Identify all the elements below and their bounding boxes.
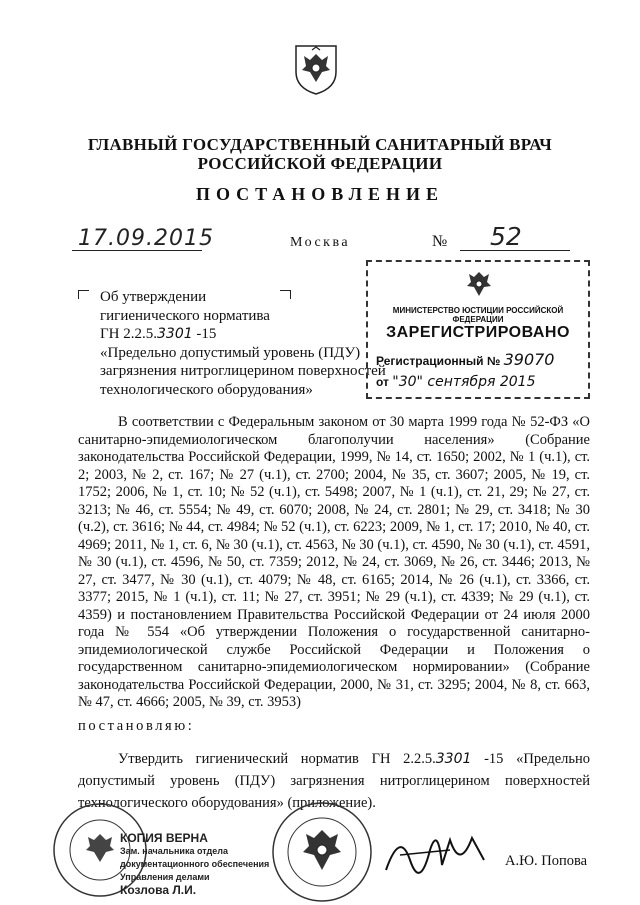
copy-name: Козлова Л.И.: [120, 883, 197, 897]
norm-code-suffix: -15: [192, 326, 217, 342]
stamp-from-label: от: [376, 375, 389, 389]
subject-line: технологического оборудования»: [100, 381, 313, 398]
header-title-line1: ГЛАВНЫЙ ГОСУДАРСТВЕННЫЙ САНИТАРНЫЙ ВРАЧ: [87, 135, 553, 154]
subject-line: «Предельно допустимый уровень (ПДУ): [100, 344, 361, 361]
subject-line: [100, 325, 390, 344]
subject-line: загрязнения нитроглицерином поверхностей: [100, 363, 386, 379]
approval-text-suffix: -15 «Предельно допустимый уровень (ПДУ) загрязнения нитроглицерином поверхностей технологического оборудования» (приложение).: [78, 751, 590, 811]
copy-position-line: Зам. начальника отдела: [120, 846, 228, 856]
stamp-registered: ЗАРЕГИСТРИРОВАНО: [386, 324, 570, 341]
subject-line: гигиенического норматива: [100, 307, 270, 324]
header-title-line2: РОССИЙСКОЙ ФЕДЕРАЦИИ: [197, 154, 443, 173]
stamp-reg-date: "30" сентября 2015: [392, 374, 536, 390]
resolves-keyword: постановляю:: [78, 718, 195, 734]
document-city: Москва: [290, 235, 351, 250]
number-underline: [460, 250, 570, 251]
stamp-reg-label: Регистрационный №: [376, 354, 501, 368]
stamp-reg-number-row: [376, 350, 554, 369]
approval-norm-handwritten: 3301: [435, 751, 472, 767]
state-emblem-icon: [292, 42, 340, 96]
document-number: 52: [490, 222, 522, 251]
official-seal-icon: [270, 800, 375, 905]
norm-code-handwritten: 3301: [157, 326, 193, 342]
stamp-ministry: МИНИСТЕРСТВО ЮСТИЦИИ РОССИЙСКОЙ ФЕДЕРАЦИИ: [392, 306, 564, 324]
copy-certification: [120, 832, 269, 897]
registration-stamp: [366, 260, 590, 399]
document-date: 17.09.2015: [78, 226, 214, 251]
norm-code-prefix: ГН 2.2.5.: [100, 326, 158, 342]
number-sign: №: [432, 233, 448, 250]
signer-name: А.Ю. Попова: [505, 853, 588, 869]
stamp-date-row: [376, 374, 535, 390]
stamp-reg-number: 39070: [503, 350, 555, 369]
approval-text-prefix: Утвердить гигиенический норматив ГН 2.2.5.: [118, 751, 436, 767]
subject-bracket-left: [78, 290, 89, 299]
stamp-emblem-icon: [461, 268, 497, 300]
copy-position-line: Управления делами: [120, 872, 210, 882]
subject-line: Об утверждении: [100, 289, 207, 305]
signature-icon: [380, 820, 490, 885]
document-type: ПОСТАНОВЛЕНИЕ: [195, 184, 445, 204]
copy-true-label: КОПИЯ ВЕРНА: [120, 831, 208, 845]
document-subject: [100, 288, 390, 399]
date-underline: [72, 250, 202, 251]
preamble-paragraph: В соответствии с Федеральным законом от 30 марта 1999 года № 52-ФЗ «О санитарно-эпидемиологическом благополучии населения» (Собрание законодательства Российской Федерации, 1999, № 14, ст. 1650; 2002, № 1 (ч.1), ст. 2; 2003, № 2, ст. 167; № 27 (ч.1), ст. 2700; 2004, № 35, ст. 3607; 2005, № 19, ст. 1752; 2006, № 1, ст. 10; № 52 (ч.1), ст. 5498; 2007, № 1 (ч.1), ст. 21, 29; № 27, ст. 3213; № 46, ст. 5554; № 49, ст. 6070; 2008, № 24, ст. 2801; № 29, ст. 3418; № 30 (ч.2), ст. 3616; № 44, ст. 4984; № 52 (ч.1), ст. 6223; 2009, № 1, ст. 17; 2010, № 40, ст. 4969; 2011, № 1, ст. 6, № 30 (ч.1), ст. 4563, № 30 (ч.1), ст. 4590, № 30 (ч.1), ст. 4591, № 30 (ч.1), ст. 4596, № 50, ст. 7359; 2012, № 24, ст. 3069, № 26, ст. 3446; 2013, № 27, ст. 3477, № 30 (ч.1), ст. 4079; № 48, ст. 6165; 2014, № 26 (ч.1), ст. 3366, ст. 3377; 2015, № 1 (ч.1), ст. 11; № 27, ст. 3951; № 29 (ч.1), ст. 4339; № 29 (ч.1), ст. 4359) и постановлением Правительства Российской Федерации от 24 июля 2000 года № 554 «Об утверждении Положения о государственной санитарно-эпидемиологической службе Российской Федерации и Положения о государственном санитарно-эпидемиологическом нормировании» (Собрание законодательства Российской Федерации, 2000, № 31, ст. 3295; 2004, № 8, ст. 663, № 47, ст. 4666; 2005, № 39, ст. 3953): [78, 414, 590, 710]
copy-position-line: документационного обеспечения: [120, 859, 270, 869]
